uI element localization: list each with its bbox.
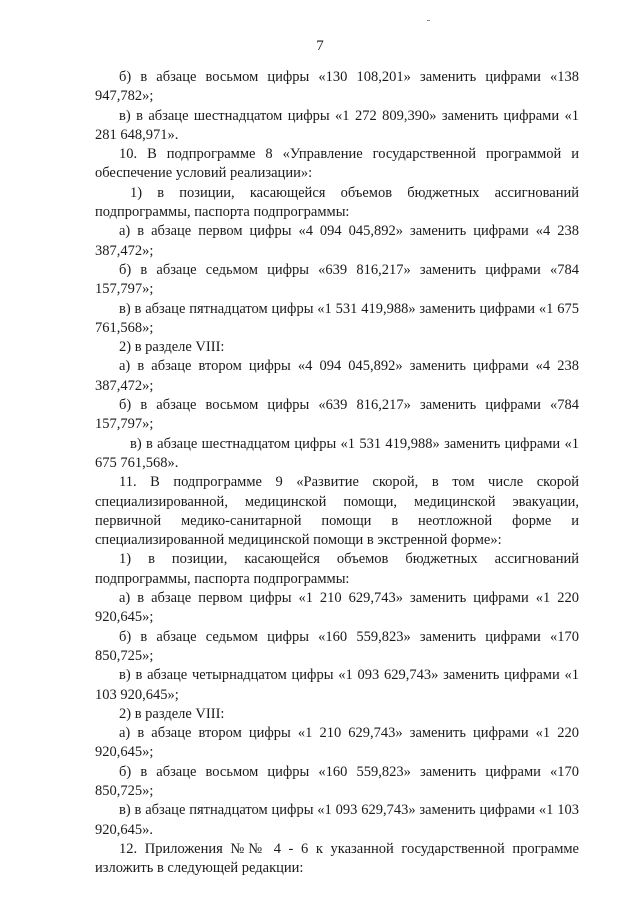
paragraph: б) в абзаце седьмом цифры «160 559,823» заменить цифрами «170 850,725»; — [95, 628, 579, 664]
paragraph: в) в абзаце четырнадцатом цифры «1 093 629,743» заменить цифрами «1 103 920,645»; — [95, 667, 579, 703]
paragraph: 1) в позиции, касающейся объемов бюджетных ассигнований подпрограммы, паспорта подпрограммы: — [95, 551, 579, 587]
paragraph: а) в абзаце первом цифры «4 094 045,892» заменить цифрами «4 238 387,472»; — [95, 223, 579, 259]
paragraph: 12. Приложения №№ 4 - 6 к указанной государственной программе изложить в следующей редакции: — [95, 840, 579, 877]
paragraph: 2) в разделе VIII: — [119, 705, 225, 722]
paragraph: 2) в разделе VIII: — [119, 339, 225, 356]
paragraph: б) в абзаце восьмом цифры «639 816,217» заменить цифрами «784 157,797»; — [95, 397, 579, 433]
paragraph: 10. В подпрограмме 8 «Управление государственной программой и обеспечение условий реализации»: — [95, 146, 579, 182]
document-body — [95, 68, 579, 878]
paragraph: в) в абзаце шестнадцатом цифры «1 531 419,988» заменить цифрами «1 675 761,568». — [95, 435, 579, 471]
scan-speck — [427, 20, 430, 21]
paragraph: 1) в позиции, касающейся объемов бюджетных ассигнований подпрограммы, паспорта подпрограммы: — [95, 184, 579, 221]
paragraph: в) в абзаце пятнадцатом цифры «1 093 629,743» заменить цифрами «1 103 920,645». — [95, 802, 579, 838]
paragraph: а) в абзаце втором цифры «1 210 629,743» заменить цифрами «1 220 920,645»; — [95, 725, 579, 761]
paragraph: б) в абзаце восьмом цифры «130 108,201» заменить цифрами «138 947,782»; — [95, 69, 579, 105]
paragraph: а) в абзаце первом цифры «1 210 629,743» заменить цифрами «1 220 920,645»; — [95, 590, 579, 626]
paragraph: в) в абзаце пятнадцатом цифры «1 531 419,988» заменить цифрами «1 675 761,568»; — [95, 300, 579, 336]
paragraph: а) в абзаце втором цифры «4 094 045,892» заменить цифрами «4 238 387,472»; — [95, 358, 579, 394]
paragraph: 11. В подпрограмме 9 «Развитие скорой, в том числе скорой специализированной, медицинской помощи, медицинской эвакуации, первичной медико-санитарной помощи в неотложной форме и специализированной медицинской помощи в экстренной форме»: — [95, 474, 579, 549]
paragraph: б) в абзаце восьмом цифры «160 559,823» заменить цифрами «170 850,725»; — [95, 763, 579, 799]
page-number: 7 — [316, 38, 324, 54]
paragraph: б) в абзаце седьмом цифры «639 816,217» заменить цифрами «784 157,797»; — [95, 261, 579, 298]
paragraph: в) в абзаце шестнадцатом цифры «1 272 809,390» заменить цифрами «1 281 648,971». — [95, 107, 579, 143]
